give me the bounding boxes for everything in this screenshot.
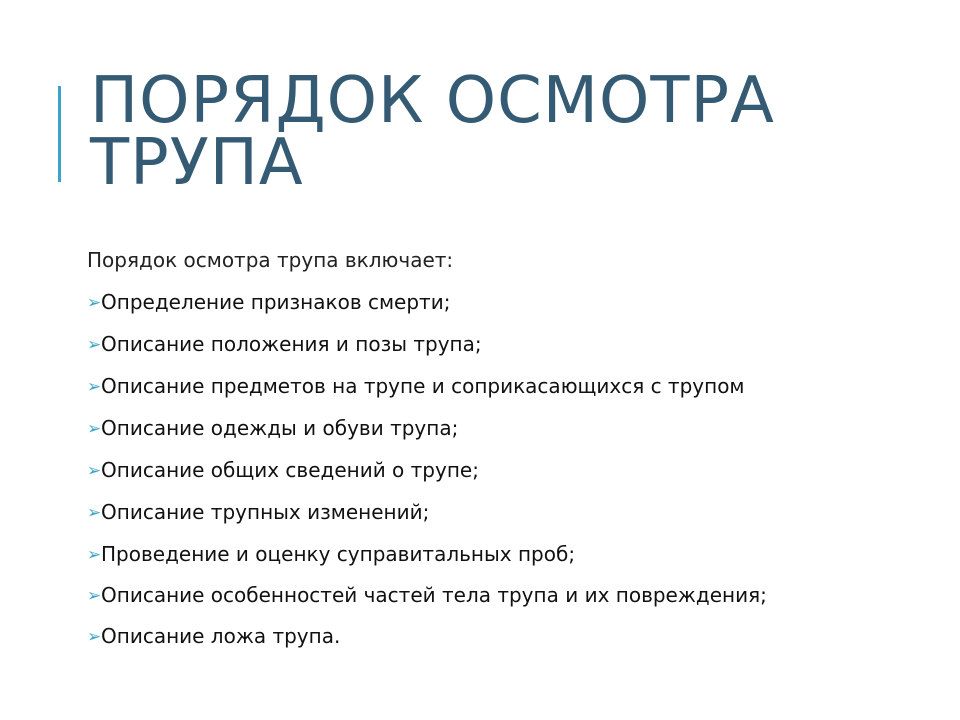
list-item — [87, 372, 865, 400]
slide-title: ПОРЯДОК ОСМОТРА ТРУПА — [90, 64, 775, 200]
list-item-text: Описание одежды и обуви трупа; — [101, 416, 459, 440]
list-item-text: Описание положения и позы трупа; — [101, 332, 482, 356]
list-item-text: Проведение и оценку суправитальных проб; — [101, 542, 576, 566]
list-item — [87, 582, 865, 608]
bullet-list — [87, 288, 865, 650]
list-item — [87, 622, 865, 650]
list-item — [87, 540, 865, 568]
list-item-text: Описание предметов на трупе и соприкасающихся с трупом — [101, 374, 745, 398]
intro-text: Порядок осмотра трупа включает: — [87, 248, 454, 272]
list-item — [87, 456, 865, 484]
list-item-text: Описание особенностей частей тела трупа и их повреждения; — [101, 583, 767, 607]
arrow-bullet-icon: ➢ — [87, 293, 102, 313]
arrow-bullet-icon: ➢ — [87, 627, 102, 647]
arrow-bullet-icon: ➢ — [87, 545, 102, 565]
list-item-text: Описание трупных изменений; — [101, 500, 430, 524]
arrow-bullet-icon: ➢ — [87, 377, 102, 397]
slide-content — [87, 246, 865, 664]
title-accent-bar — [58, 86, 61, 182]
arrow-bullet-icon: ➢ — [87, 335, 102, 355]
list-item-text: Описание общих сведений о трупе; — [101, 458, 479, 482]
arrow-bullet-icon: ➢ — [87, 586, 102, 606]
list-item-text: Определение признаков смерти; — [101, 290, 451, 314]
list-item — [87, 498, 865, 526]
arrow-bullet-icon: ➢ — [87, 461, 102, 481]
list-item — [87, 414, 865, 442]
list-item — [87, 330, 865, 358]
arrow-bullet-icon: ➢ — [87, 419, 102, 439]
list-item-text: Описание ложа трупа. — [101, 624, 341, 648]
arrow-bullet-icon: ➢ — [87, 503, 102, 523]
list-item — [87, 288, 865, 316]
